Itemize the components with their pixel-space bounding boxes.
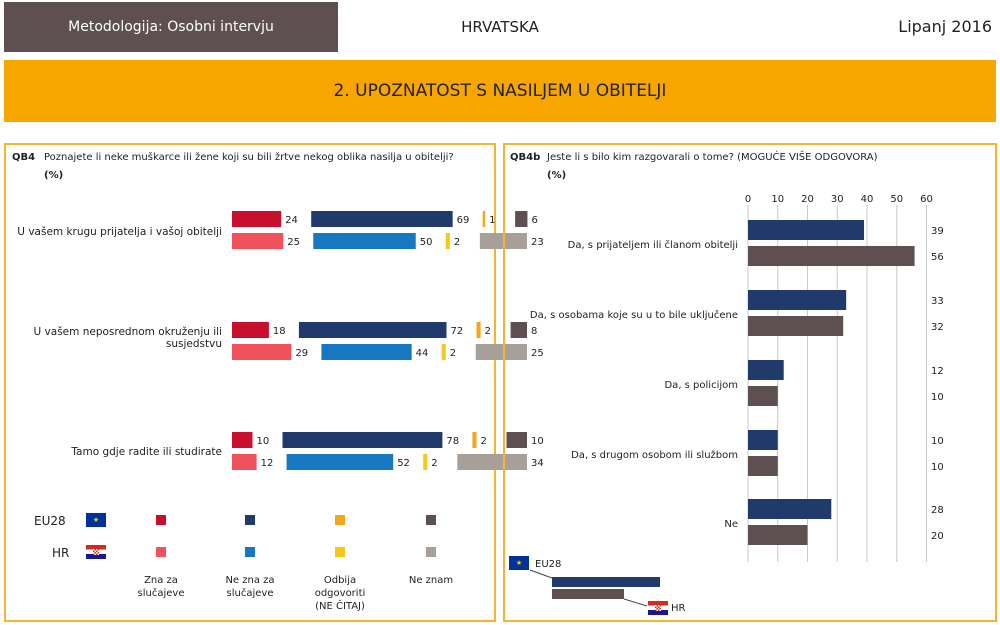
legend-swatch-hr-dont-know	[426, 547, 436, 557]
country-label: HRVATSKA	[461, 18, 539, 36]
qb4b-unit: (%)	[547, 170, 567, 181]
qb4-value-label: 78	[446, 436, 460, 447]
qb4b-bar-eu28	[748, 360, 784, 380]
qb4-bar-eu28-row3-knows	[232, 432, 253, 448]
qb4-bar-eu28-row1-knows	[232, 211, 281, 227]
qb4-value-label: 6	[531, 215, 538, 226]
qb4-value-label: 23	[531, 237, 544, 248]
legend-swatch-eu-dont-know	[426, 515, 436, 525]
qb4-row-label-1: U vašem krugu prijatelja i vašoj obitelji	[17, 226, 222, 238]
qb4b-chart	[500, 0, 1000, 625]
qb4-value-label: 2	[449, 348, 457, 359]
qb4-value-label: 44	[415, 348, 429, 359]
qb4b-legend-leader-eu	[530, 570, 552, 578]
qb4-bar-hr-row3-knows	[232, 454, 257, 470]
qb4b-value-label: 32	[931, 322, 944, 333]
qb4b-value-label: 10	[931, 392, 944, 403]
qb4-value-label: 72	[450, 326, 464, 337]
legend-swatch-eu-knows	[156, 515, 166, 525]
qb4b-x-tick-label: 20	[801, 194, 814, 205]
qb4b-value-label: 20	[931, 531, 944, 542]
qb4-bar-eu28-row1-doesnt-know	[311, 211, 452, 227]
legend-hr-label: HR	[52, 546, 70, 560]
qb4b-bar-eu28	[748, 430, 778, 450]
legend-eu28-label: EU28	[34, 514, 66, 528]
qb4-value-label: 2	[480, 436, 487, 447]
legend-swatch-eu-refuses	[335, 515, 345, 525]
qb4b-question: Jeste li s bilo kim razgovarali o tome? (MOGUĆE VIŠE ODGOVORA)	[547, 152, 878, 163]
qb4b-value-label: 56	[931, 252, 944, 263]
qb4b-x-tick-label: 10	[771, 194, 785, 205]
qb4b-x-tick-label: 50	[890, 194, 904, 205]
qb4-bar-eu28-row2-knows	[232, 322, 269, 338]
qb4-bar-hr-row3-doesnt-know	[287, 454, 394, 470]
methodology-label: Metodologija: Osobni intervju	[4, 2, 338, 52]
qb4-value-label: 2	[484, 326, 491, 337]
qb4b-bar-hr	[748, 246, 915, 266]
qb4b-x-tick-label: 0	[744, 194, 752, 205]
qb4b-x-tick-label: 60	[920, 194, 933, 205]
qb4-value-label: 2	[453, 237, 461, 248]
qb4b-category-label: Da, s prijateljem ili članom obitelji	[567, 240, 738, 251]
qb4-value-label: 25	[531, 348, 544, 359]
qb4b-value-label: 28	[931, 505, 944, 516]
qb4b-x-tick-label: 30	[830, 194, 844, 205]
qb4b-value-label: 12	[931, 366, 944, 377]
qb4-bar-hr-row1-knows	[232, 233, 283, 249]
qb4-value-label: 50	[419, 237, 433, 248]
qb4-value-label: 1	[489, 215, 496, 226]
qb4b-category-label: Da, s osobama koje su u to bile uključene	[529, 310, 738, 321]
qb4-bar-hr-row2-refuses	[442, 344, 446, 360]
qb4-question: Poznajete li neke muškarce ili žene koji su bili žrtve nekog oblika nasilja u obitelji?	[44, 152, 454, 163]
qb4-value-label: 34	[531, 458, 544, 469]
qb4-bar-hr-row1-refuses	[446, 233, 450, 249]
qb4b-bar-hr	[748, 316, 843, 336]
qb4b-bar-hr	[748, 386, 778, 406]
qb4-id: QB4	[12, 152, 36, 163]
qb4-value-label: 12	[260, 458, 274, 469]
qb4-value-label: 25	[287, 237, 300, 248]
legend-swatch-eu-doesnt-know	[245, 515, 255, 525]
qb4b-hr-flag-icon	[648, 601, 668, 615]
qb4-bar-hr-row2-doesnt-know	[321, 344, 411, 360]
legend-swatch-hr-knows	[156, 547, 166, 557]
qb4b-category-label: Da, s policijom	[664, 380, 738, 391]
hr-flag-icon	[86, 545, 106, 559]
qb4-value-label: 2	[431, 458, 438, 469]
section-banner: 2. UPOZNATOST S NASILJEM U OBITELJI	[4, 60, 996, 122]
qb4b-id: QB4b	[510, 152, 541, 163]
qb4-value-label: 18	[272, 326, 286, 337]
legend-item-dont-know: Ne znam	[408, 575, 454, 586]
qb4-row-label-2: U vašem neposrednom okruženju ili susjedstvu	[33, 326, 222, 350]
qb4-value-label: 52	[397, 458, 410, 469]
qb4-value-label: 29	[295, 348, 309, 359]
qb4b-legend-leader-hr	[624, 599, 647, 606]
qb4b-legend-hr-label: HR	[671, 603, 686, 614]
legend-item-knows: Zna za slučajeve	[137, 575, 185, 599]
qb4-bar-hr-row2-knows	[232, 344, 291, 360]
qb4b-legend-eu28-label: EU28	[535, 559, 562, 570]
qb4b-legend-bar-eu28	[552, 577, 660, 587]
legend-item-doesnt-know: Ne zna za slučajeve	[225, 575, 275, 599]
qb4-value-label: 8	[531, 326, 538, 337]
qb4b-bar-hr	[748, 525, 808, 545]
qb4b-value-label: 39	[931, 226, 944, 237]
qb4-value-label: 10	[531, 436, 544, 447]
qb4b-bar-eu28	[748, 290, 846, 310]
qb4-bar-hr-row1-doesnt-know	[313, 233, 416, 249]
qb4-bar-eu28-row2-refuses	[477, 322, 481, 338]
qb4-unit: (%)	[44, 170, 64, 181]
legend-swatch-hr-doesnt-know	[245, 547, 255, 557]
qb4-value-label: 69	[456, 215, 470, 226]
qb4b-x-tick-label: 40	[860, 194, 874, 205]
qb4-bar-hr-row3-refuses	[423, 454, 427, 470]
qb4b-bar-eu28	[748, 499, 831, 519]
qb4-row-label-3: Tamo gdje radite ili studirate	[71, 446, 222, 458]
legend-swatch-hr-refuses	[335, 547, 345, 557]
qb4b-bar-eu28	[748, 220, 864, 240]
qb4-value-label: 10	[256, 436, 270, 447]
qb4b-value-label: 10	[931, 436, 944, 447]
qb4-bar-eu28-row1-refuses	[483, 211, 486, 227]
qb4b-legend-bar-hr	[552, 589, 624, 599]
eu-flag-icon	[86, 513, 106, 527]
qb4b-category-label: Da, s drugom osobom ili službom	[571, 450, 738, 461]
qb4b-value-label: 33	[931, 296, 944, 307]
qb4b-bar-hr	[748, 456, 778, 476]
date-label: Lipanj 2016	[898, 17, 992, 36]
qb4-bar-eu28-row3-doesnt-know	[283, 432, 443, 448]
qb4-bar-eu28-row2-doesnt-know	[299, 322, 447, 338]
qb4b-category-label: Ne	[724, 519, 738, 530]
qb4-bar-eu28-row3-refuses	[472, 432, 476, 448]
legend-item-refuses: Odbija odgovoriti (NE ČITAJ)	[314, 575, 366, 612]
qb4-value-label: 24	[285, 215, 298, 226]
qb4b-value-label: 10	[931, 462, 944, 473]
qb4b-eu-flag-icon	[509, 556, 529, 570]
